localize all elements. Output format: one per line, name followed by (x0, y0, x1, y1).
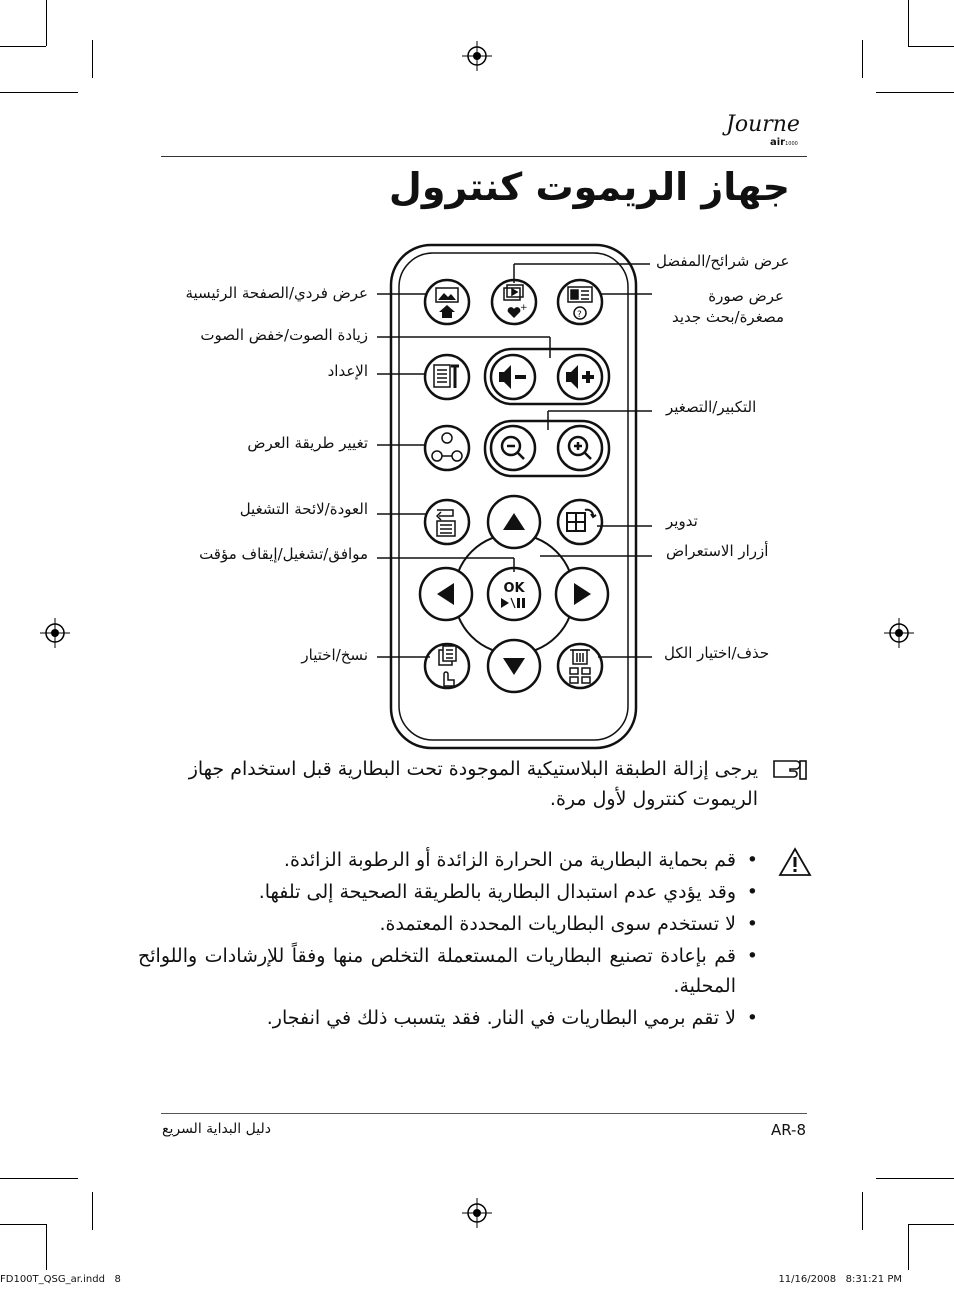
warning-item: • قم بحماية البطارية من الحرارة الزائدة أو الرطوبة الزائدة. (138, 845, 758, 875)
warning-item: • وقد يؤدي عدم استبدال البطارية بالطريقة الصحيحة إلى تلفها. (138, 877, 758, 907)
crop-mark (92, 1192, 93, 1230)
label-delete-select-all: حذف/اختيار الكل (664, 644, 770, 662)
label-slideshow-favorite: عرض شرائح/المفضل (656, 252, 790, 270)
volume-down-button (491, 355, 535, 399)
footer-rule (161, 1113, 807, 1114)
crop-mark (862, 1192, 863, 1230)
volume-up-button (558, 355, 602, 399)
warning-item: • قم بإعادة تصنيع البطاريات المستعملة التخلص منها وفقاً للإرشادات واللوائح المحلية. (138, 941, 758, 1001)
crop-mark (0, 1224, 46, 1225)
label-volume: زيادة الصوت/خفض الصوت (200, 326, 368, 344)
registration-mark-icon (462, 1198, 492, 1228)
label-ok-play: موافق/تشغيل/إيقاف مؤقت (199, 545, 368, 563)
label-view-mode: تغيير طريقة العرض (247, 434, 368, 452)
warning-item: • لا تقم برمي البطاريات في النار. فقد يتسبب ذلك في انفجار. (138, 1003, 758, 1033)
footer-page-number: AR-8 (770, 1121, 806, 1139)
ok-label: OK (503, 581, 525, 596)
crop-mark (46, 1224, 47, 1270)
label-single-home: عرض فردي/الصفحة الرئيسية (185, 284, 368, 302)
svg-text:+: + (520, 303, 528, 313)
battery-note: يرجى إزالة الطبقة البلاستيكية الموجودة تحت البطارية قبل استخدام جهاز الريموت كنترول لأول مرة. (188, 758, 758, 810)
label-photo-video: عرض صورة مصغرة/بحث جديد (671, 287, 784, 326)
footer-guide-title: دليل البداية السريع (162, 1121, 271, 1137)
page-title: جهاز الريموت كنترول (388, 165, 790, 209)
crop-mark (908, 1224, 909, 1270)
note-hand-icon (770, 757, 810, 783)
label-copy-select: نسخ/اختيار (301, 646, 368, 664)
logo-air: air1000 (770, 137, 798, 148)
crop-mark (908, 1224, 954, 1225)
warning-item: • لا تستخدم سوى البطاريات المحددة المعتمدة. (138, 909, 758, 939)
label-back-list: العودة/لائحة التشغيل (239, 500, 368, 518)
warning-icon (778, 846, 812, 878)
label-arrows: أزرار الاستعراض (666, 542, 769, 560)
crop-mark (876, 1178, 954, 1179)
crop-mark (0, 1178, 78, 1179)
label-settings: الإعداد (327, 362, 368, 380)
label-zoom: التكبير/التصغير (666, 398, 757, 416)
svg-text:?: ? (577, 310, 582, 320)
label-rotate: تدوير (666, 512, 698, 530)
settings-button (425, 355, 469, 399)
slug-date: 11/16/2008 8:31:21 PM (778, 1274, 902, 1285)
back-list-button (425, 500, 469, 544)
zoom-out-button (491, 426, 535, 470)
zoom-in-button (558, 426, 602, 470)
slug-file-name: FD100T_QSG_ar.indd 8 (0, 1274, 121, 1285)
logo-script: Journe (726, 112, 800, 137)
warning-list (138, 845, 758, 1035)
